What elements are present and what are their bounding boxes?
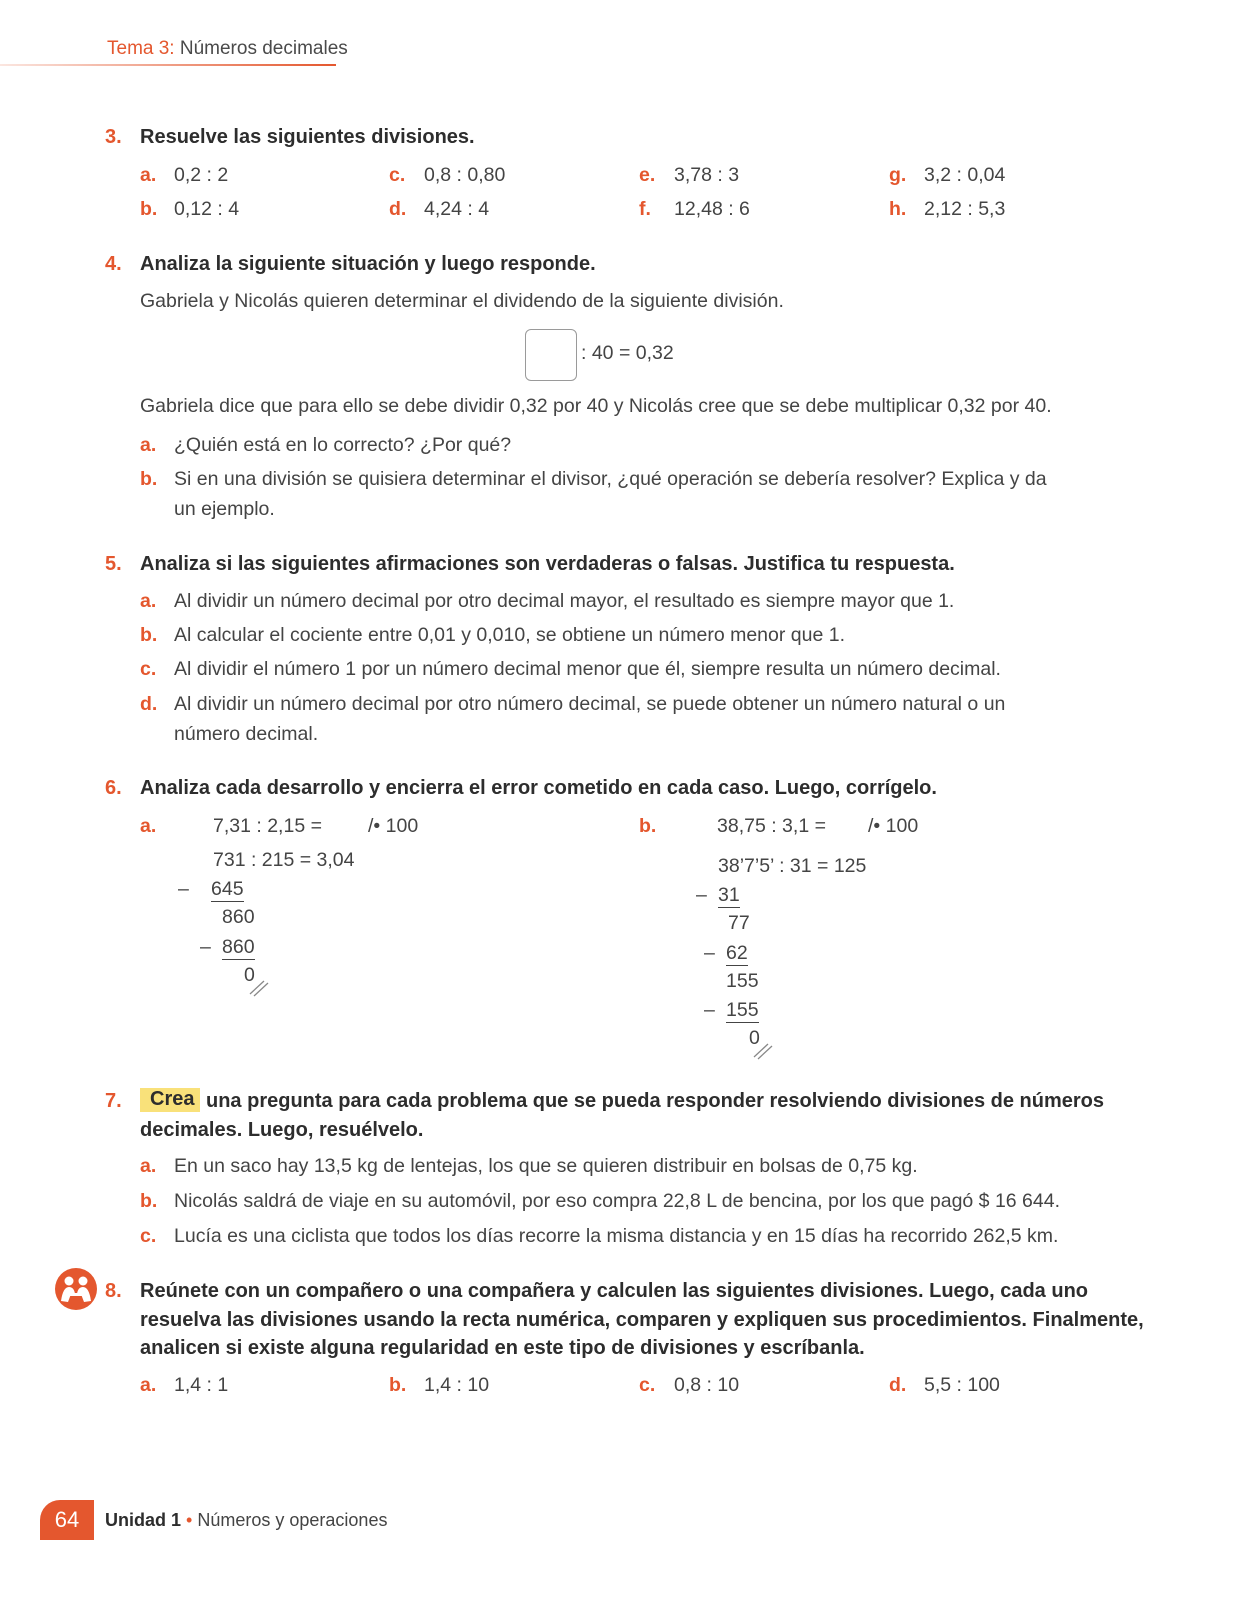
question-text: resuelva las divisiones usando la recta numérica, comparen y expliquen sus procedimientos. Finalmente, — [140, 1309, 1144, 1331]
minus-sign: – — [704, 999, 715, 1021]
end-mark-icon — [248, 978, 270, 998]
division-statement: 38,75 : 3,1 = — [717, 815, 826, 837]
highlight-tag — [140, 1088, 200, 1111]
question-text: analicen si existe alguna regularidad en este tipo de divisiones y escríbanla. — [140, 1337, 865, 1359]
item-text: Al dividir un número decimal por otro número decimal, se puede obtener un número natural o un — [174, 693, 1006, 715]
question-text: Analiza la siguiente situación y luego responde. — [140, 253, 596, 275]
item-label: a. — [140, 590, 157, 612]
item-label: d. — [140, 693, 158, 715]
item-label: b. — [389, 1374, 407, 1396]
equation: : 40 = 0,32 — [581, 342, 674, 364]
question-number: 8. — [105, 1280, 122, 1302]
item-text: 1,4 : 1 — [174, 1374, 229, 1396]
item-label: d. — [389, 198, 407, 220]
item-text: 12,48 : 6 — [674, 198, 750, 220]
item-text: Al dividir el número 1 por un número decimal menor que él, siempre resulta un número decimal. — [174, 658, 1001, 680]
item-label: h. — [889, 198, 907, 220]
subtrahend: 860 — [222, 936, 255, 958]
question-number: 5. — [105, 553, 122, 575]
division-line: 731 : 215 = 3,04 — [213, 849, 355, 871]
page-number: 64 — [40, 1500, 94, 1540]
item-text: 4,24 : 4 — [424, 198, 490, 220]
item-text: 0,2 : 2 — [174, 164, 229, 186]
question-text: Reúnete con un compañero o una compañera y calculen las siguientes divisiones. Luego, cada uno — [140, 1280, 1089, 1302]
item-text: Nicolás saldrá de viaje en su automóvil, por eso compra 22,8 L de bencina, por los que pagó $ 16 644. — [174, 1190, 1061, 1212]
item-text: número decimal. — [174, 723, 319, 745]
item-label: c. — [389, 164, 406, 186]
question-number: 6. — [105, 777, 122, 799]
question-number: 7. — [105, 1090, 122, 1112]
remainder: 860 — [222, 906, 255, 928]
subtrahend: 31 — [718, 884, 740, 906]
item-text: ¿Quién está en lo correcto? ¿Por qué? — [174, 434, 512, 456]
item-label: b. — [140, 198, 158, 220]
item-label: b. — [140, 468, 158, 490]
division-line: 38’7’5’ : 31 = 125 — [718, 855, 867, 877]
subtrahend: 645 — [211, 878, 244, 900]
item-label: a. — [140, 815, 157, 837]
topic-label: Tema 3: — [107, 38, 175, 59]
item-text: En un saco hay 13,5 kg de lentejas, los que se quieren distribuir en bolsas de 0,75 kg. — [174, 1155, 918, 1177]
minus-sign: – — [200, 936, 211, 958]
item-text: 3,78 : 3 — [674, 164, 740, 186]
item-label: d. — [889, 1374, 907, 1396]
item-text: 0,8 : 0,80 — [424, 164, 506, 186]
remainder: 155 — [726, 970, 759, 992]
remainder: 0 — [749, 1027, 760, 1049]
page-footer — [105, 1510, 387, 1531]
topic-title: Números decimales — [179, 38, 348, 59]
item-label: b. — [140, 624, 158, 646]
subtrahend: 62 — [726, 942, 748, 964]
question-text: Resuelve las siguientes divisiones. — [140, 126, 475, 148]
subject-label: Números y operaciones — [197, 1510, 388, 1530]
unit-label: Unidad 1 — [105, 1510, 182, 1530]
item-label: f. — [639, 198, 651, 220]
answer-box — [525, 329, 577, 381]
item-label: b. — [639, 815, 657, 837]
question-text: Analiza cada desarrollo y encierra el error cometido en cada caso. Luego, corrígelo. — [140, 777, 937, 799]
question-number: 3. — [105, 126, 122, 148]
item-label: c. — [639, 1374, 656, 1396]
question-intro: Gabriela y Nicolás quieren determinar el dividendo de la siguiente división. — [140, 290, 784, 312]
minus-sign: – — [704, 942, 715, 964]
end-mark-icon — [752, 1041, 774, 1061]
minus-sign: – — [696, 884, 707, 906]
item-label: a. — [140, 164, 157, 186]
item-label: a. — [140, 1155, 157, 1177]
item-text: Al dividir un número decimal por otro decimal mayor, el resultado es siempre mayor que 1. — [174, 590, 955, 612]
item-label: a. — [140, 434, 157, 456]
division-statement: 7,31 : 2,15 = — [213, 815, 322, 837]
item-text: 5,5 : 100 — [924, 1374, 1000, 1396]
question-text: decimales. Luego, resuélvelo. — [140, 1119, 424, 1141]
remainder: 0 — [244, 964, 255, 986]
multiplier-note: /• 100 — [868, 815, 919, 837]
item-text: 2,12 : 5,3 — [924, 198, 1006, 220]
item-text: 1,4 : 10 — [424, 1374, 490, 1396]
question-statement: Gabriela dice que para ello se debe dividir 0,32 por 40 y Nicolás cree que se debe multiplicar 0,32 por 40. — [140, 395, 1052, 417]
item-text: 3,2 : 0,04 — [924, 164, 1006, 186]
header-divider — [0, 64, 336, 66]
page-header — [107, 38, 348, 60]
subtrahend: 155 — [726, 999, 759, 1021]
create-highlight: Crea — [140, 1088, 200, 1112]
minus-sign: – — [178, 878, 189, 900]
item-text: 0,12 : 4 — [174, 198, 240, 220]
question-text: Analiza si las siguientes afirmaciones son verdaderas o falsas. Justifica tu respuesta. — [140, 553, 955, 575]
item-label: a. — [140, 1374, 157, 1396]
item-text: Lucía es una ciclista que todos los días recorre la misma distancia y en 15 días ha recorrido 262,5 km. — [174, 1225, 1059, 1247]
item-label: g. — [889, 164, 907, 186]
item-text: un ejemplo. — [174, 498, 275, 520]
item-text: 0,8 : 10 — [674, 1374, 740, 1396]
item-label: c. — [140, 1225, 157, 1247]
item-label: e. — [639, 164, 656, 186]
item-text: Si en una división se quisiera determinar el divisor, ¿qué operación se debería resolver? Explica y da — [174, 468, 1047, 490]
item-label: c. — [140, 658, 157, 680]
item-label: b. — [140, 1190, 158, 1212]
footer-separator: • — [186, 1510, 193, 1530]
question-text: una pregunta para cada problema que se pueda responder resolviendo divisiones de números — [206, 1090, 1105, 1112]
group-work-icon — [54, 1267, 98, 1311]
question-number: 4. — [105, 253, 122, 275]
remainder: 77 — [728, 912, 750, 934]
multiplier-note: /• 100 — [368, 815, 419, 837]
item-text: Al calcular el cociente entre 0,01 y 0,010, se obtiene un número menor que 1. — [174, 624, 845, 646]
